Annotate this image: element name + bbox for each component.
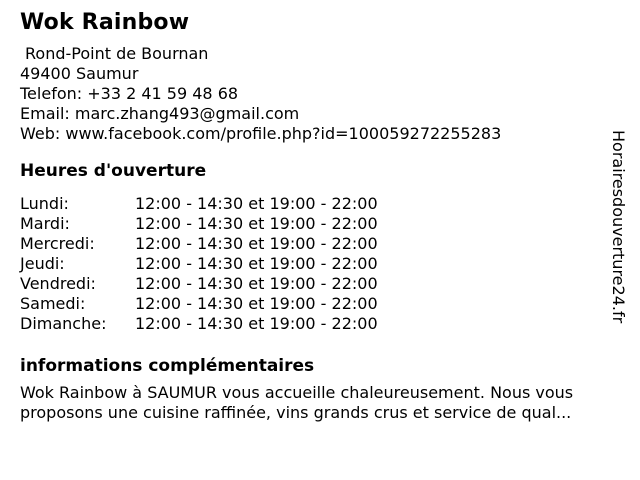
opening-hours-table (20, 194, 610, 334)
day-label: Mercredi: (20, 234, 95, 253)
address-city: 49400 Saumur (20, 64, 139, 83)
day-label: Vendredi: (20, 274, 96, 293)
day-hours: 12:00 - 14:30 et 19:00 - 22:00 (135, 314, 378, 333)
table-row (20, 314, 610, 334)
day-hours: 12:00 - 14:30 et 19:00 - 22:00 (135, 214, 378, 233)
additional-info-heading: informations complémentaires (20, 356, 315, 376)
opening-hours-heading: Heures d'ouverture (20, 161, 207, 181)
site-watermark: Horairesdouverture24.fr (609, 130, 628, 324)
table-row (20, 294, 610, 314)
web-value: www.facebook.com/profile.php?id=100059272255283 (65, 124, 502, 143)
day-hours: 12:00 - 14:30 et 19:00 - 22:00 (135, 254, 378, 273)
email-line (20, 104, 610, 124)
day-hours: 12:00 - 14:30 et 19:00 - 22:00 (135, 274, 378, 293)
day-label: Jeudi: (20, 254, 65, 273)
contact-block (20, 44, 610, 144)
day-hours: 12:00 - 14:30 et 19:00 - 22:00 (135, 234, 378, 253)
table-row (20, 194, 610, 214)
phone-value: +33 2 41 59 48 68 (87, 84, 239, 103)
address-street: Rond-Point de Bournan (25, 44, 209, 63)
email-value: marc.zhang493@gmail.com (74, 104, 300, 123)
additional-info-text: Wok Rainbow à SAUMUR vous accueille chaleureusement. Nous vous proposons une cuisine raffinée, vins grands crus et service de qual... (20, 383, 574, 422)
day-label: Mardi: (20, 214, 70, 233)
table-row (20, 274, 610, 294)
web-line (20, 124, 610, 144)
page-title: Wok Rainbow (20, 10, 190, 35)
day-label: Lundi: (20, 194, 69, 213)
day-hours: 12:00 - 14:30 et 19:00 - 22:00 (135, 294, 378, 313)
day-label: Dimanche: (20, 314, 107, 333)
table-row (20, 254, 610, 274)
email-label: Email: (20, 104, 70, 123)
web-label: Web: (20, 124, 61, 143)
day-hours: 12:00 - 14:30 et 19:00 - 22:00 (135, 194, 378, 213)
table-row (20, 234, 610, 254)
phone-label: Telefon: (20, 84, 83, 103)
table-row (20, 214, 610, 234)
phone-line (20, 84, 610, 104)
day-label: Samedi: (20, 294, 86, 313)
